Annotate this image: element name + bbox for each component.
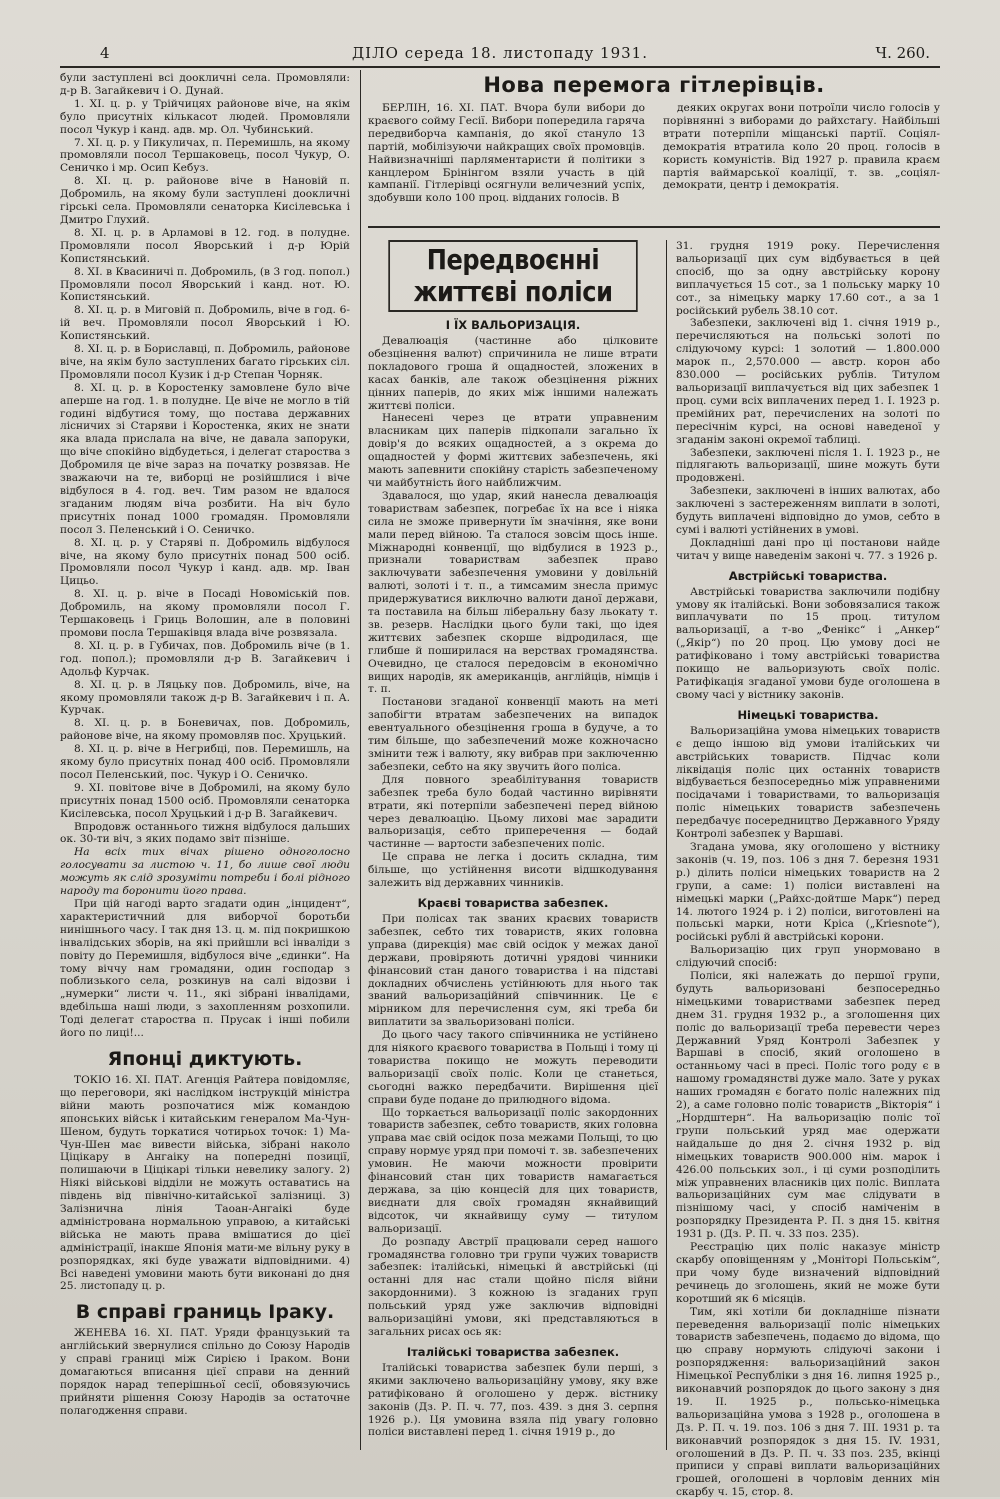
- paragraph: 1. XI. ц. р. у Трійчицях районове віче, на якім було присутніх кількасот людей. Промовляли посол Чукур і канд. адв. мр. Ол. Чубинський.: [60, 97, 350, 136]
- paragraph: були заступлені всі доокличні села. Промовляли: д-р В. Загайкевич і О. Дунай.: [60, 72, 350, 97]
- paragraph: 8. XI. ц. р. в Арламові в 12. год. в полудне. Промовляли посол Яворський і д-р Юрій Копистянський.: [60, 226, 350, 265]
- section-heading: Краєві товариства забезпек.: [417, 895, 609, 910]
- headline-policies: Передвоєнні життєві поліси: [388, 240, 637, 312]
- paragraph: 8. XI. ц. р. в Губичах, пов. Добромиль віче (в 1. год. попол.); промовляли д-р В. Загайкевич і Адольф Курчак.: [60, 639, 350, 678]
- paragraph: Для повного зреабілітування товариств забезпек треба було бодай частинно вирівняти втрати, які потерпіли забезпечені перед війною через девалюацію. Цьому лихові має зарадити вальоризація, себто приперечення — бодай частинне — вартости забезпечених поліс.: [368, 773, 658, 851]
- article-body: [368, 102, 940, 205]
- column-middle: [368, 240, 658, 1450]
- paragraph: 8. XI. ц. р. в Бориславці, п. Добромиль, районове віче, на якім було заступлених багато гірських сіл. Промовляли посол Кузик і д-р Степан Чорняк.: [60, 343, 350, 381]
- paragraph: Поліси, які належать до першої групи, будуть вальоризовані безпосередньо німецькими товариствами забезпек перед днем 31. грудня 1932 р., а зголошення цих поліс до вальоризації треба перевести через Державний Уряд Контролі Забезпек у Варшаві в спосіб, який оголошено в останньому часі в пресі. Поліс того роду є в нашому громадянстві дуже мало. Зате у руках наших громадян є богато поліс належних під 2), а саме головно поліс товариств „Вікторія“ і „Нордштерн“. На вальоризацію поліс тої групи польський уряд має одержати найдальше до дня 2. січня 1932 р. від німецьких товариств 900.000 нім. марок і 426.00 польських зол., і ці суми розподілить між управнених власників цих поліс. Виплата вальоризаційних сум має слідувати в пізнішому часі, у спосіб наміченім в розпорядку Президента Р. П. з дня 15. квітня 1931 р. (Дз. Р. П. ч. 33 поз. 235).: [676, 970, 940, 1241]
- paragraph: Це справа не легка і досить складна, тим більше, що устійнення висоти відшкодування залежить від державних чинників.: [368, 851, 658, 890]
- page-number: 4: [100, 44, 110, 62]
- paragraph: На всіх тих вічах рішено одноголосно голосувати за листою ч. 11, бо лише свої люди можуть як слід зрозуміти потреби і болі рідного народу та боронити його права.: [60, 846, 350, 898]
- section-heading: Італійські товариства забезпек.: [406, 1344, 620, 1359]
- paragraph: 8. XI. ц. р. в Боневичах, пов. Добромиль, районове віче, на якому промовляв пос. Хруцький.: [60, 717, 350, 743]
- paragraph: 8. XI. ц. р. у Старяві п. Добромиль відбулося віче, на якому було присутніх понад 500 осіб. Промовляли посол Чукур і канд. адв. мр. Іван Цицьо.: [60, 536, 350, 588]
- column-right: [676, 240, 940, 1499]
- paragraph: БЕРЛІН, 16. XI. ПАТ. Вчора були вибори до краєвого сойму Гесії. Вибори попередила гаряча передвиборча кампанія, до якої стануло 13 партій, мобілізуючи найкращих своїх промовців. Найвизначніші парляментаристи й політики з канцлером Брінінгом взяли участь в цій кампанії. Гітлерівці осягнули величезний успіх, здобувши коло 100 проц. відданих голосів. В: [368, 102, 645, 205]
- paragraph: До цього часу такого співчинника не устійнено для ніякого краєвого товариства в Польщі і тому ці товариства покищо не можуть переводити вальоризації своїх поліс. Коли це станеться, сьогодні важко передбачити. Вирішення цієї справи буде подане до прилюдного відома.: [368, 1029, 658, 1106]
- masthead: [60, 40, 940, 68]
- paragraph: 7. XI. ц. р. у Пикуличах, п. Перемишль, на якому промовляли посол Тершаковець, посол Чукур, О. Сеничко і мр. Осип Кебуз.: [60, 136, 350, 175]
- paragraph: Австрійські товариства заключили подібну умову як італійські. Вони зобовязалися також виплачувати по 15 проц. титулом вальоризації, а т-во „Фенікс“ і „Анкер“ („Якір“) по 20 проц. Цю умову досі не ратифіковано і тому австрійські товариства покищо не вальоризують своїх поліс. Ратифікація згаданої умови буде оголошена в свому часі у вістнику законів.: [676, 585, 940, 701]
- section-heading: Німецькі товариства.: [737, 707, 879, 722]
- paragraph: 31. грудня 1919 року. Перечислення вальоризації цих сум відбувається в цей спосіб, що за одну австрійську корону виплачується 15 сот., за 1 польську марку 10 сот., за німецьку марку 17.60 сот., а за 1 російський рубель 38.10 сот.: [676, 240, 940, 317]
- paragraph: 8. XI. ц. р. в Ляцьку пов. Добромиль, віче, на якому промовляли також д-р В. Загайкевич і п. А. Курчак.: [60, 678, 350, 717]
- paragraph: Реєстрацію цих поліс наказує міністр скарбу оповіщенням у „Моніторі Польськім“, при чому буде визначений відповідний речинець до зголошень, який не може бути коротший як 6 місяців.: [676, 1241, 940, 1305]
- section-heading: Австрійські товариства.: [728, 568, 888, 583]
- paragraph: Тим, які хотіли би докладніше пізнати переведення вальоризації поліс німецьких товариств забезпечень, подаємо до відома, що цю справу нормують слідуючі закони і розпорядження: вальоризаційний закон Німецької Республіки з дня 16. липня 1925 р., виконавчий розпорядок до цього закону з дня 19. II. 1925 р., польсько-німецька вальоризаційна умова з 1928 р., оголошена в Дз. Р. П. ч. 19. поз. 106 з дня 7. III. 1931 р. та виконавчий розпорядок з дня 15. IV. 1931, оголошений в Дз. Р. П. ч. 33 поз. 235, вкінці приписи у справі виплати вальоризаційних грошей, оголошені в чорловім денних мін скарбу ч. 15, стор. 8.: [676, 1305, 940, 1499]
- paragraph: Вальоризацію цих груп унормовано в слідуючий спосіб:: [676, 944, 940, 970]
- paragraph: При цій нагоді варто згадати один „інцидент“, характеристичний для виборчої боротьби нинішнього часу. І так дня 13. ц. м. під покришкою інвалідських зборів, на які прийшли всі інваліди з повіту до Перемишля, відбулося віче „єдинки“. На тому віччу нам громадяни, один господар з поблизького села, розкинув на салі відозви і „нумерки“ листи ч. 11., які зібрані інвалідами, вдебільша наші люди, з захопленням розхопили. Тоді делегат староства п. Прусак і інші побили його по лиці!...: [60, 898, 350, 1040]
- paragraph: Нанесені через це втрати управненим власникам цих паперів підкопали загально їх довір'я до всяких ощадностей, а з окрема до ощадностей у формі життєвих забезпечень, які мають запевнити спокійну старість забезпеченому чи майбутність його найближчим.: [368, 412, 658, 489]
- paragraph: Забезпеки, заключені від 1. січня 1919 р., перечисляються на польські золоті по слідуючому курсі: 1 золотий — 1.800.000 марок п., 2,570.000 — австр. корон або 830.000 — російських рублів. Титулом вальоризації виплачується від цих забезпек 1 проц. суми всіх виплачених перед 1. I. 1923 р. премійних рат, перечислених на золоті по пересічнім курсі, на основі наведеної у згаданім законі окремої таблиці.: [676, 317, 940, 446]
- paragraph: Згадана умова, яку оголошено у вістнику законів (ч. 19, поз. 106 з дня 7. березня 1931 р.) ділить поліси німецьких товариств на 2 групи, а саме: 1) поліси виставлені на німецькі марки („Райхс-дойтше Марк“) перед 14. лютого 1924 р. і 2) поліси, виготовлені на польські марки, ноти Кріса („Kriesnote“), російські рублі й австрійські корони.: [676, 840, 940, 944]
- paragraph: Здавалося, що удар, який нанесла девалюація товариствам забезпек, погребає їх на все і ніяка сила не зможе привернути їм значіння, яке вони мали перед війною. Та сталося зовсім щось інше. Міжнародні конвенції, що відбулися в 1923 р., признали товариствам забезпек право заключувати забезпечення умовини у довільній валюті, золоті і т. п., а тимсамим знесла примус придержуватися виключно валюти даної держави, та поставила на більш ліберальну базу льокату т. зв. резерв. Наслідки цього були такі, що ідея життєвих забезпек скорше відродилася, ще глибше й поширилася на верствах громадянства. Очевидно, це сталося передовсім в економічно вищих народів, як американців, англійців, німців і т. п.: [368, 489, 658, 696]
- paragraph: Забезпеки, заключені в інших валютах, або заключені з застереженням виплати в золоті, будуть виплачені відповідно до умов, себто в сумі і валюті устійнених в умові.: [676, 485, 940, 536]
- paragraph: 8. XI. ц. р. в Коростенку замовлене було віче аперше на год. 1. в полудне. Це віче не могло в тій годині відбутися тому, що постава державних лісничих зі Старяви і Коростенка, яких не знати яка влада прислала на віче, не давала запоруки, що віче спокійно відбудеться, і делегат староства з Добромиля це віче зараз на початку розвязав. Не зважаючи на те, виборці не розійшлися і віче відбулося в 4. год. веч. Тим разом не вдалося згаданим людям віча розбити. На віч було присутніх понад 1000 громадян. Промовляли посол З. Пеленський і О. Сеничко.: [60, 381, 350, 536]
- headline-iraq: В справі границь Іраку.: [75, 1301, 335, 1324]
- paragraph: Вальоризаційна умова німецьких товариств є дещо іншою від умови італійських чи австрійських товариств. Підчас коли ліквідація поліс цих останніх товариств відбувається безпосередньо між управненими посідачами і товариствами, то вальоризація поліс німецьких товариств забезпечень передбачує посередництво Державного Уряду Контролі забезпек у Варшаві.: [676, 724, 940, 841]
- paragraph: Докладніші дані про ці постанови найде читач у вище наведенім законі ч. 77. з 1926 р.: [676, 536, 940, 562]
- paragraph: До розпаду Австрії працювали серед нашого громадянства головно три групи чужих товариств забезпек: італійські, німецькі й австрійські (ці останні для нас стали щойно після війни закордонними). З кожною із згаданих груп польський уряд уже заключив відповідні вальоризаційні умови, які представляються в загальних рисах ось як:: [368, 1235, 658, 1338]
- paragraph: 8. XI. ц. р. районове віче в Нановій п. Добромиль, на якому були заступлені доокличні гірські села. Промовляли сенаторка Кисілевська і Дмитро Глухий.: [60, 175, 350, 226]
- paragraph: Постанови згаданої конвенції мають на меті запобігти втратам забезпечених на випадок евентуального обезцінення гроша в будуче, а то тим більше, що забезпечений може кожночасно змінити теж і валюту, яку вибрав при заключенню забезпеки, себто на яку звучить його поліса.: [368, 696, 658, 773]
- paragraph: Що торкається вальоризації поліс закордонних товариств забезпек, себто товариств, яких головна управа має свій осідок поза межами Польщі, то цю справу нормує уряд при помочі т. зв. забезпечених умовин. Не маючи можности провірити фінансовий стан цих товариств намагається держава, за цію концесій для цих товариств, виєднати для своїх громадян якнайвищий відсоток, чи якнайвищу суму — титулом вальоризації.: [368, 1106, 658, 1235]
- paragraph: Італійські товариства забезпек були перші, з якими заключено вальоризаційну умову, яку вже ратифіковано й оголошено у держ. вістнику законів (Дз. Р. П. ч. 77, поз. 439. з дня 3. серпня 1926 р.). Ця умовина взяла під увагу головно поліси виставлені перед 1. січня 1919 р., до: [368, 1361, 658, 1439]
- issue-number: Ч. 260.: [875, 44, 930, 62]
- paragraph: ЖЕНЕВА 16. XI. ПАТ. Уряди французький та англійський звернулися спільно до Союзу Народів у справі границі між Сирією і Іраком. Вони домагаються вписання цієї справи на денний порядок нарад теперішньої сесії, обовязуючись прийняти рішення Союзу Народів за остаточне полагодження справи.: [60, 1327, 350, 1417]
- masthead-title: ДІЛО середа 18. листопаду 1931.: [351, 44, 648, 62]
- paragraph: Впродовж останнього тижня відбулося дальших ок. 30-ти віч, з яких подамо звіт пізніше.: [60, 820, 350, 846]
- paragraph: деяких округах вони потроїли число голосів у порівнянні з виборами до райхстагу. Найбільші втрати потерпіли міщанські партії. Соціял-демократія втратила коло 20 проц. голосів в користь комуністів. Від 1927 р. правила краєм партія ваймарської коаліції, т. зв. „соціял-демократи, центр і демократія.: [663, 102, 940, 192]
- paragraph: Забезпеки, заключені після 1. I. 1923 р., не підлягають вальоризації, шине можуть бути продовжені.: [676, 446, 940, 485]
- column-rule: [666, 240, 667, 1450]
- headline-japan: Японці диктують.: [107, 1047, 303, 1070]
- paragraph: При полісах так званих краєвих товариств забезпек, себто тих товариств, яких головна управа (дирекція) має свій осідок у межах даної держави, провіряють дотичні урядові чинники фінансовий стан даного товариства і на підставі докладних обчислень устійнюють для нього так званий вальоризаційний співчинник. Це є мірником для перечислення сум, які треба би виплатити за звальоризовані поліси.: [368, 912, 658, 1029]
- headline-hitler: Нова перемога гітлерівців.: [483, 73, 825, 97]
- paragraph: 8. XI. ц. р. віче в Посаді Новоміській пов. Добромиль, на якому промовляли посол Г. Тершаковець і Гриць Волошин, але в половині промови посла Тершаківця влада віче розвязала.: [60, 588, 350, 639]
- article-hitler-victory: [368, 72, 940, 222]
- paragraph: Девалюація (частинне або цілковите обезцінення валют) спричинила не лише втрати покладового гроша й ощадностей, зложених в касах банків, але також обезцінення ріжних цінних паперів, до яких між іншими належать життєві поліси.: [368, 335, 658, 412]
- column-left: [60, 72, 350, 1452]
- subheadline: І ЇХ ВАЛЬОРИЗАЦІЯ.: [445, 318, 581, 332]
- paragraph: ТОКІО 16. XI. ПАТ. Агенція Райтера повідомляє, що переговори, які наслідком інструкцій міністра війни мають розпочатися між командою японських військ і китайським генералом Ма-Чун-Шеном, будуть торкатися чотирьох точок: 1) Ма-Чун-Шен має вивести війська, зібрані наколо Ціцікару в Ангаіку на попередні позиції, полишаючи в Ціцікарі тільки невелику залогу. 2) Ніякі військові відділи не можуть оставатись на південь від північно-китайської залізниці. 3) Залізнична лінія Таоан-Ангаікі буде адміністрована нормальною управою, а китайські війська не мають права вмішатися до цієї адміністрації, інакше Японія мати-ме вільну руку в розпорядках, які буде уважати відповідними. 4) Всі наведені умовини мають бути виконані до дня 25. листопаду ц. р.: [60, 1073, 350, 1293]
- paragraph: 9. XI. повітове віче в Добромилі, на якому було присутніх понад 1500 осіб. Промовляли сенаторка Кисілевська, посол Хруцький і д-р В. Загайкевич.: [60, 781, 350, 820]
- paragraph: 8. XI. ц. р. в Миговій п. Добромиль, віче в год. 6-ій веч. Промовляли посол Яворський і Ю. Копистянський.: [60, 304, 350, 343]
- column-rule: [360, 70, 361, 1450]
- paragraph: 8. XI. в Квасиничі п. Добромиль, (в 3 год. попол.) Промовляли посол Яворський і канд. нот. Ю. Копистянський.: [60, 265, 350, 304]
- paragraph: 8. XI. ц. р. віче в Негрибці, пов. Перемишль, на якому було присутніх понад 400 осіб. Промовляли посол Пеленський, пос. Чукур і О. Сеничко.: [60, 743, 350, 781]
- section-rule: [368, 226, 940, 228]
